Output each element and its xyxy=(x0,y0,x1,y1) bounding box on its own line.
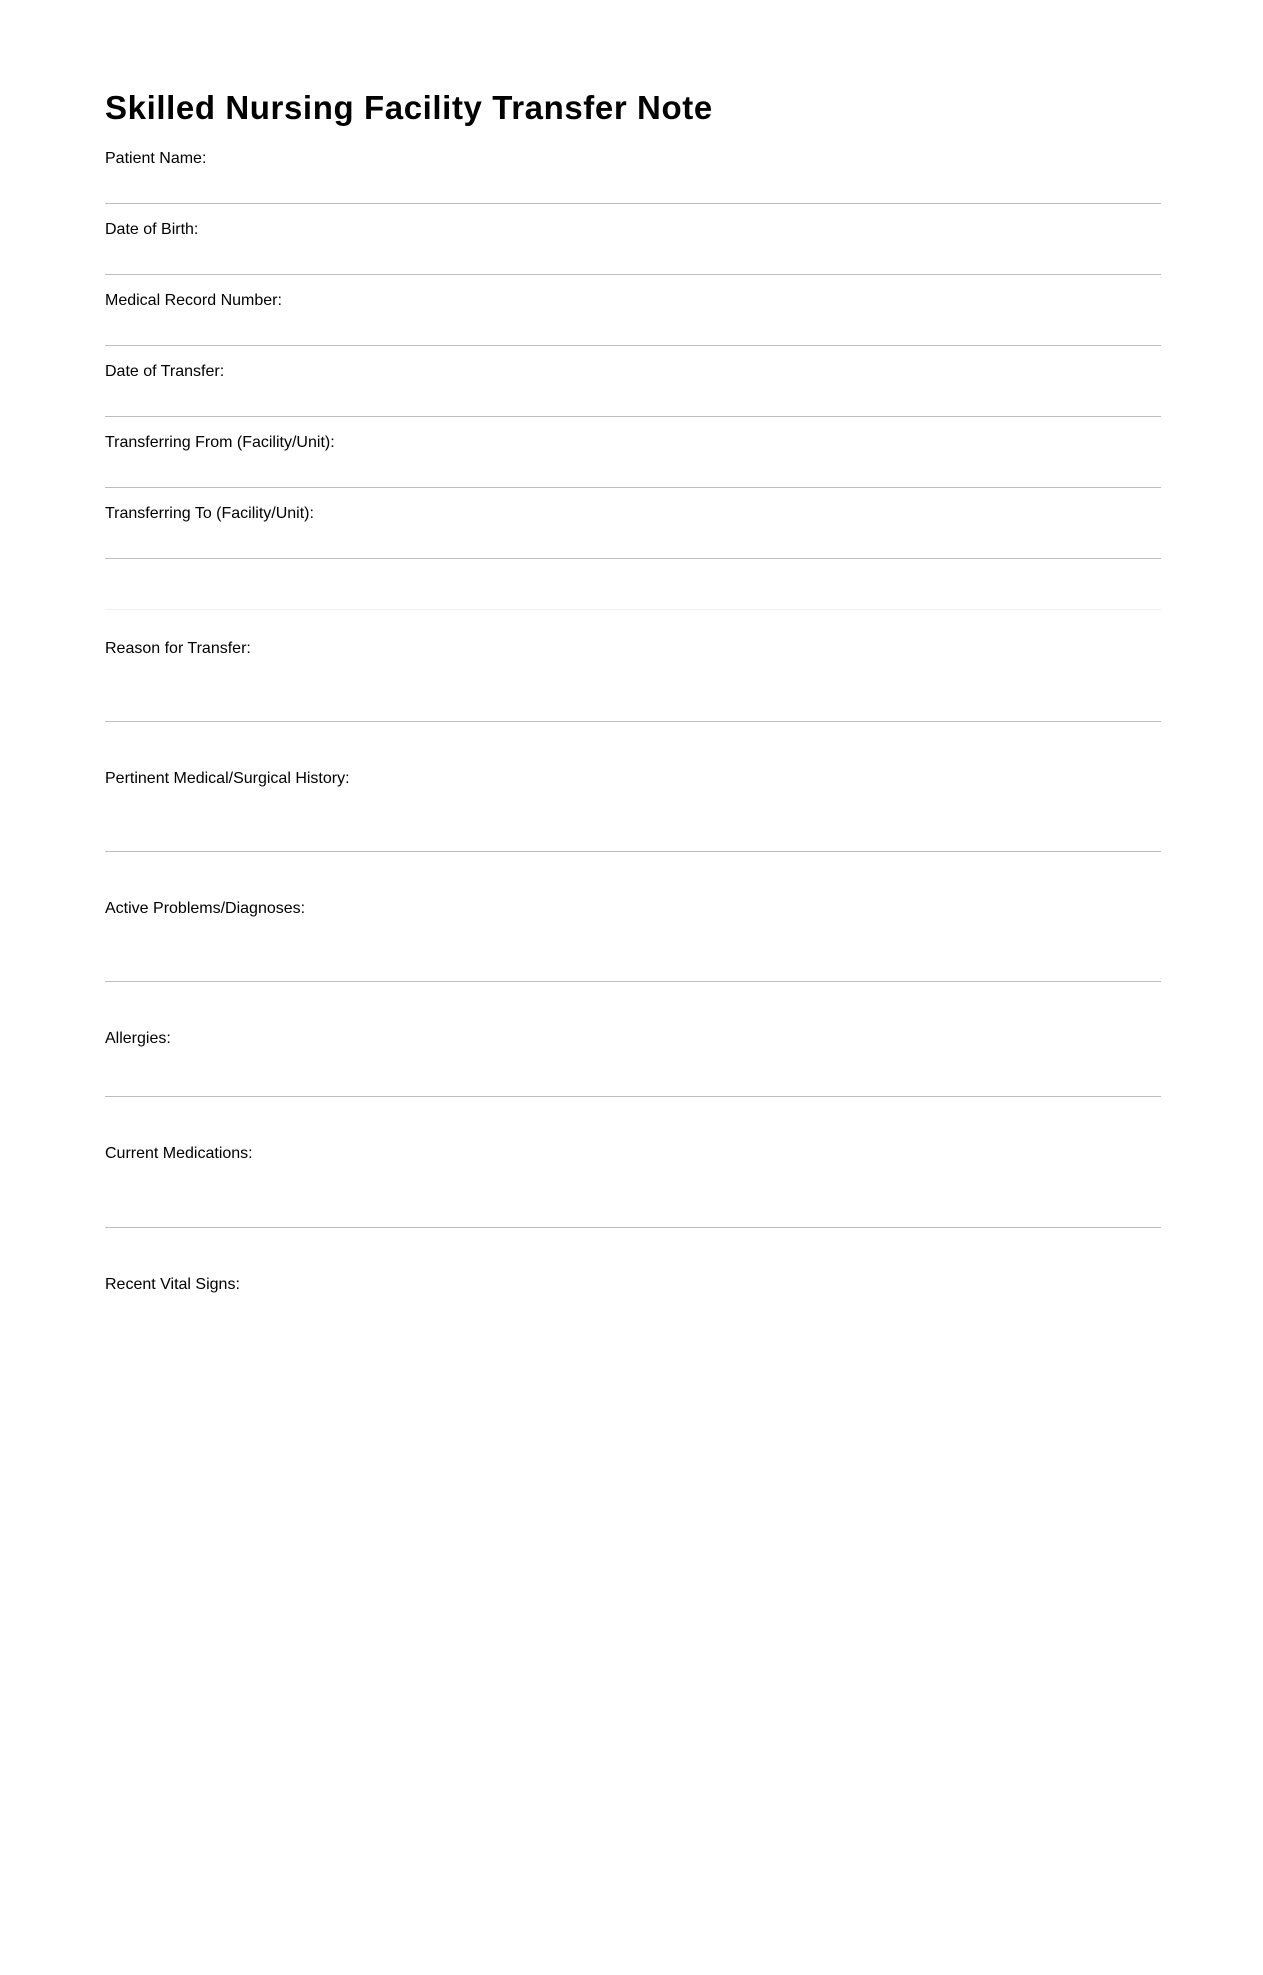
transferring-to-label: Transferring To (Facility/Unit): xyxy=(105,505,314,522)
allergies-label: Allergies: xyxy=(105,1030,171,1047)
active-problems-input[interactable] xyxy=(105,953,1161,979)
pertinent-history-input[interactable] xyxy=(105,823,1161,849)
transferring-to-field[interactable] xyxy=(105,488,1161,559)
medical-record-number-label: Medical Record Number: xyxy=(105,292,282,309)
reason-for-transfer-input[interactable] xyxy=(105,693,1161,719)
allergies-input[interactable] xyxy=(105,1068,1161,1094)
date-of-birth-input[interactable] xyxy=(105,246,1161,272)
page-title: Skilled Nursing Facility Transfer Note xyxy=(105,89,713,126)
patient-name-label: Patient Name: xyxy=(105,150,207,167)
blank-field[interactable] xyxy=(105,559,1161,610)
transferring-to-input[interactable] xyxy=(105,530,1161,556)
reason-for-transfer-label: Reason for Transfer: xyxy=(105,640,251,657)
recent-vital-signs-label: Recent Vital Signs: xyxy=(105,1276,240,1293)
reason-for-transfer-field[interactable] xyxy=(105,610,1161,722)
current-medications-input[interactable] xyxy=(105,1199,1161,1225)
current-medications-label: Current Medications: xyxy=(105,1145,253,1162)
blank-field-input[interactable] xyxy=(105,581,1161,607)
transferring-from-field[interactable] xyxy=(105,417,1161,488)
active-problems-label: Active Problems/Diagnoses: xyxy=(105,900,306,917)
date-of-transfer-field[interactable] xyxy=(105,346,1161,417)
patient-name-field[interactable] xyxy=(105,146,1161,204)
transferring-from-label: Transferring From (Facility/Unit): xyxy=(105,434,335,451)
pertinent-history-label: Pertinent Medical/Surgical History: xyxy=(105,770,350,787)
medical-record-number-input[interactable] xyxy=(105,317,1161,343)
patient-name-input[interactable] xyxy=(105,175,1161,201)
date-of-birth-field[interactable] xyxy=(105,204,1161,275)
medical-record-number-field[interactable] xyxy=(105,275,1161,346)
date-of-transfer-input[interactable] xyxy=(105,388,1161,414)
pertinent-history-field[interactable] xyxy=(105,722,1161,852)
allergies-field[interactable] xyxy=(105,982,1161,1097)
active-problems-field[interactable] xyxy=(105,852,1161,982)
date-of-birth-label: Date of Birth: xyxy=(105,221,199,238)
recent-vital-signs-field[interactable] xyxy=(105,1228,1161,1338)
date-of-transfer-label: Date of Transfer: xyxy=(105,363,225,380)
transferring-from-input[interactable] xyxy=(105,459,1161,485)
current-medications-field[interactable] xyxy=(105,1097,1161,1228)
recent-vital-signs-input[interactable] xyxy=(105,1310,1161,1336)
